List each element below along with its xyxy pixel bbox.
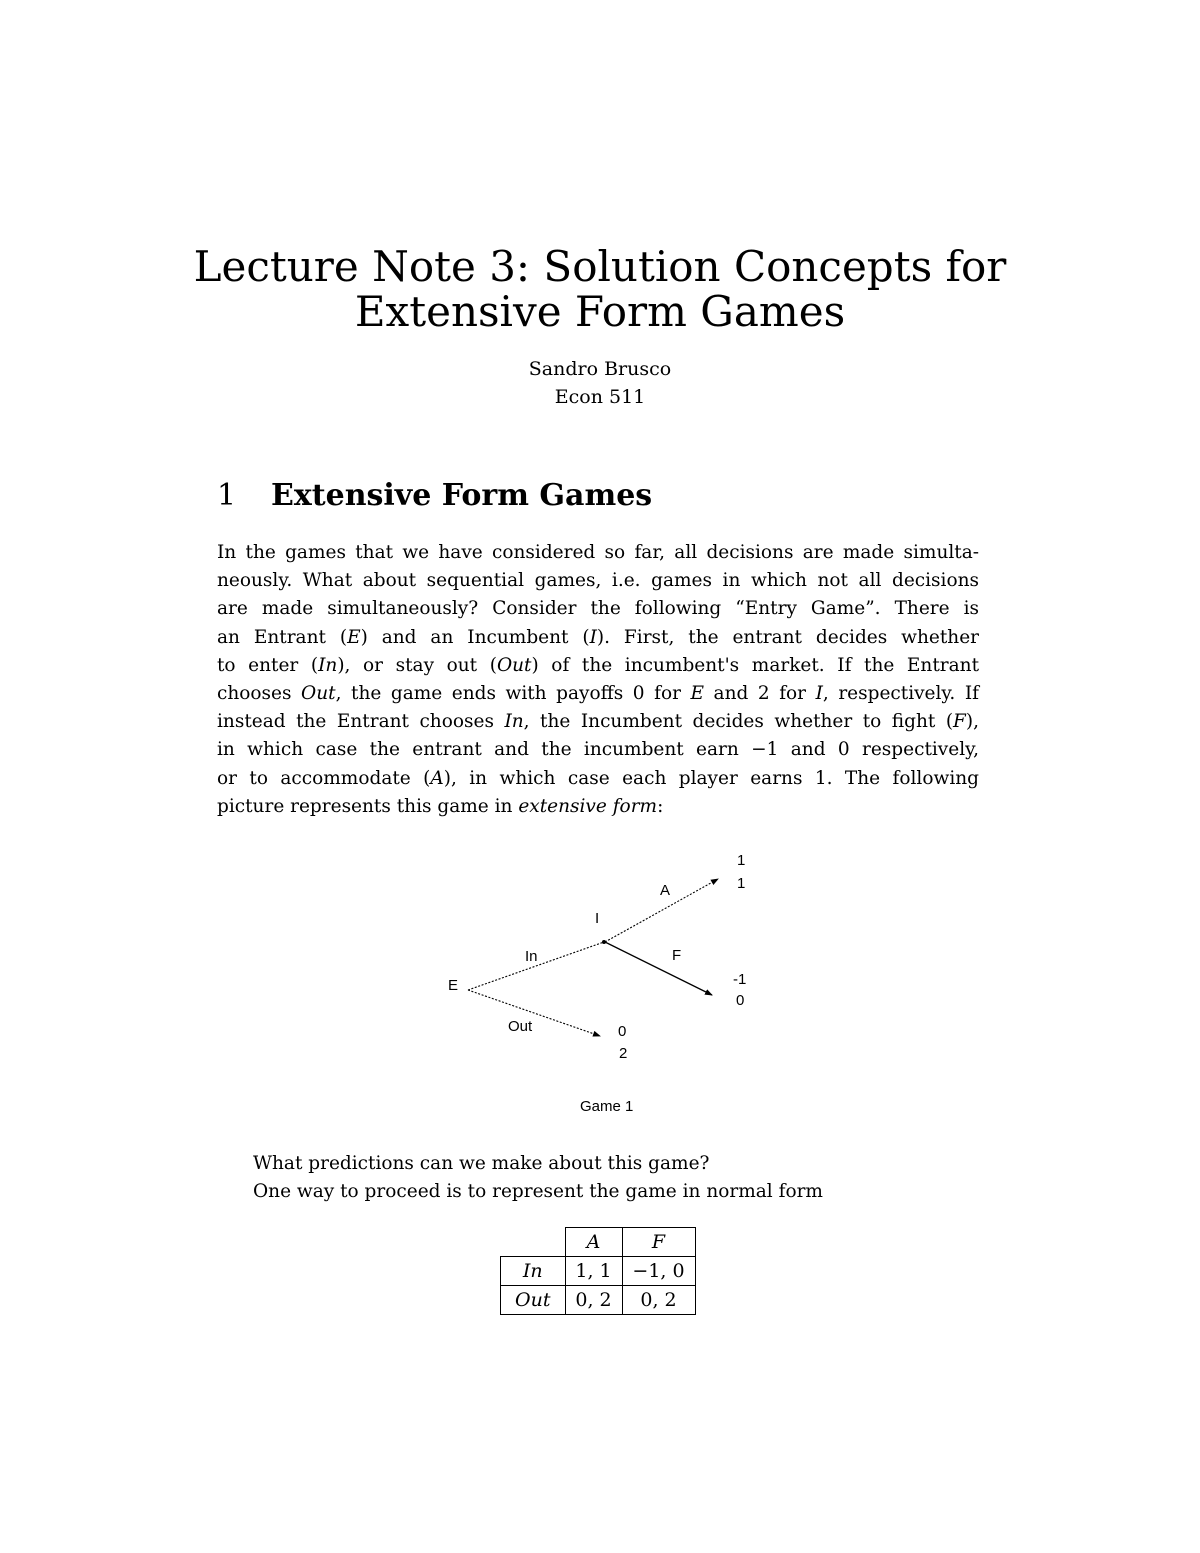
figure-caption: Game 1 — [580, 1098, 634, 1115]
table-cell: 0, 2 — [565, 1286, 622, 1315]
edge-in-label: In — [525, 948, 538, 965]
table-cell: 0, 2 — [622, 1286, 695, 1315]
column-header: A — [565, 1228, 622, 1257]
edge-a-label: A — [660, 882, 671, 899]
paragraph-line: an Entrant (E) and an Incumbent (I). First, the entrant decides whether — [217, 626, 980, 648]
paragraph-line: chooses Out, the game ends with payoffs 0 for E and 2 for I, respectively. If — [217, 682, 979, 704]
edge-out — [468, 990, 600, 1036]
paragraph-line: to enter (In), or stay out (Out) of the incumbent's market. If the Entrant — [217, 654, 980, 676]
table-cell: 1, 1 — [565, 1257, 622, 1286]
column-header: F — [622, 1228, 695, 1257]
course: Econ 511 — [554, 386, 646, 408]
paragraph-line: In the games that we have considered so far, all decisions are made simulta- — [217, 542, 979, 563]
table-header-row — [501, 1228, 696, 1257]
node-e-label: E — [448, 977, 459, 994]
section-number: 1 — [217, 478, 237, 513]
payoff-out-incumbent: 2 — [619, 1045, 628, 1062]
paragraph-line: neously. What about sequential games, i.e. games in which not all decisions — [217, 570, 979, 592]
paragraph-line: instead the Entrant chooses In, the Incumbent decides whether to fight (F), — [217, 711, 979, 733]
paragraph-line: or to accommodate (A), in which case each player earns 1. The following — [217, 767, 979, 789]
method-line: One way to proceed is to represent the game in normal form — [253, 1181, 823, 1202]
section-title: Extensive Form Games — [271, 478, 653, 513]
title-line-2: Extensive Form Games — [354, 287, 846, 336]
payoff-out-entrant: 0 — [618, 1023, 627, 1040]
payoff-a-incumbent: 1 — [737, 875, 746, 892]
payoff-a-entrant: 1 — [737, 852, 746, 869]
edge-f — [605, 942, 712, 995]
node-i-label: I — [595, 910, 600, 927]
row-header: Out — [501, 1286, 566, 1315]
table-cell: −1, 0 — [622, 1257, 695, 1286]
edge-f-label: F — [672, 947, 682, 964]
table-corner — [501, 1228, 566, 1257]
question-line: What predictions can we make about this game? — [253, 1153, 710, 1174]
paragraph-line: in which case the entrant and the incumbent earn −1 and 0 respectively, — [217, 739, 979, 761]
edge-out-label: Out — [508, 1018, 533, 1035]
node-i-dot — [602, 940, 606, 944]
payoff-f-incumbent: 0 — [736, 992, 745, 1009]
paragraph-line: picture represents this game in extensive form: — [217, 795, 664, 817]
title-line-1: Lecture Note 3: Solution Concepts for — [193, 242, 1007, 291]
author: Sandro Brusco — [528, 358, 672, 380]
table-row — [501, 1286, 696, 1315]
row-header: In — [501, 1257, 566, 1286]
table-row — [501, 1257, 696, 1286]
paragraph-line: are made simultaneously? Consider the following “Entry Game”. There is — [217, 598, 979, 620]
normal-form-table — [500, 1227, 696, 1315]
payoff-f-entrant: -1 — [733, 971, 747, 988]
